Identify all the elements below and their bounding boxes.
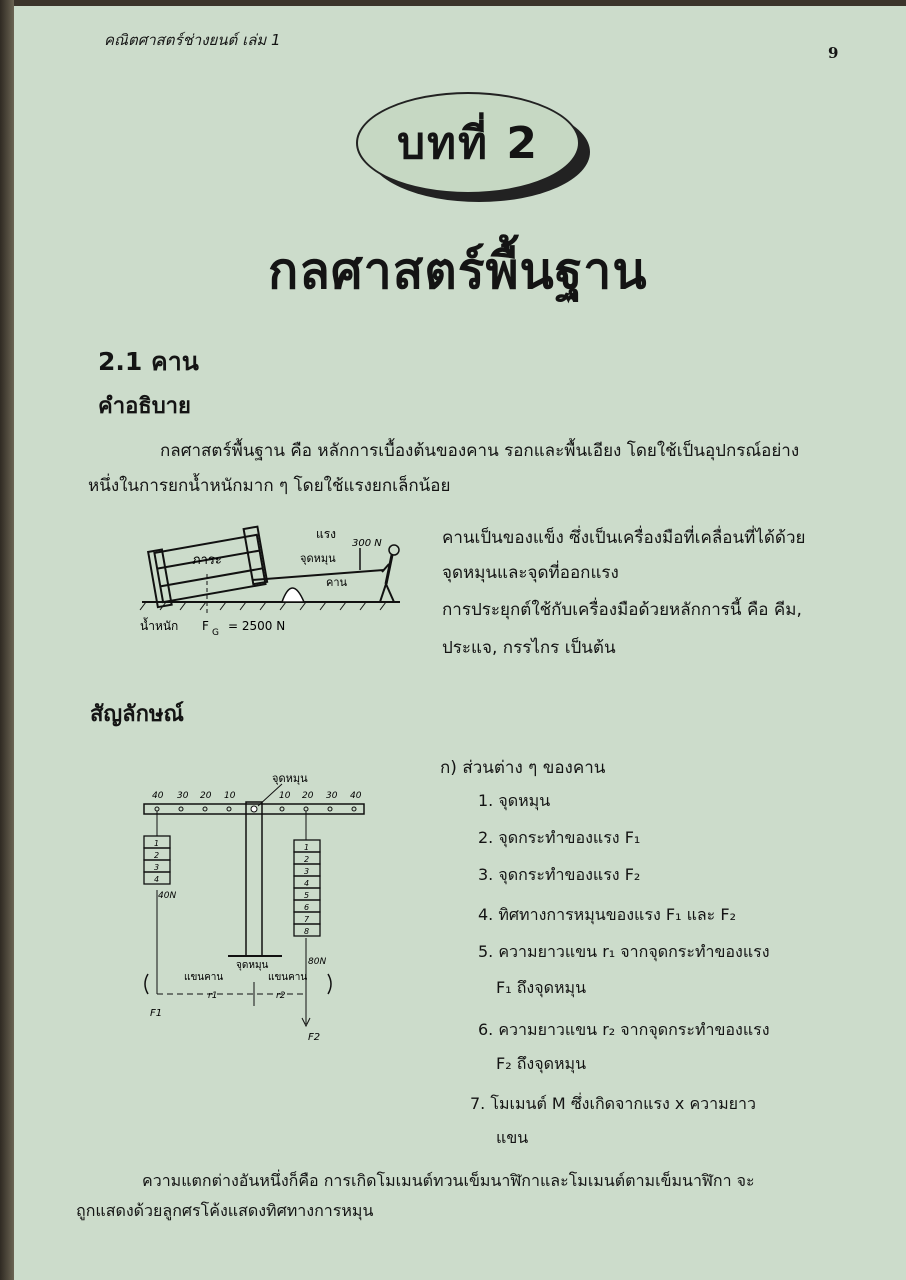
tick-label: 30 bbox=[177, 791, 189, 801]
weight-number: 4 bbox=[154, 875, 160, 884]
weight-value: = 2500 N bbox=[228, 619, 286, 633]
tick-label: 40 bbox=[350, 791, 362, 801]
weight-label: น้ำหนัก bbox=[140, 619, 179, 633]
list-item: 5. ความยาวแขน r₁ จากจุดกระทำของแรง bbox=[478, 942, 770, 961]
fulcrum-bottom-label: จุดหมุน bbox=[236, 960, 269, 971]
person-icon bbox=[389, 545, 399, 555]
closing-line-2: ถูกแสดงด้วยลูกศรโค้งแสดงทิศทางการหมุน bbox=[76, 1201, 374, 1220]
r1-label: r1 bbox=[208, 991, 218, 1001]
weight-number: 7 bbox=[304, 915, 310, 924]
load-label: ภาระ bbox=[192, 553, 222, 568]
chapter-label: บทที่ 2 bbox=[356, 92, 580, 194]
f1-label: F1 bbox=[150, 1008, 163, 1019]
weight-subscript: G bbox=[212, 628, 219, 638]
list-item: F₂ ถึงจุดหมุน bbox=[496, 1054, 586, 1073]
description-heading: คำอธิบาย bbox=[98, 394, 191, 419]
weight-symbol: F bbox=[202, 619, 209, 633]
tick-label: 10 bbox=[279, 791, 291, 801]
intro-line-2: หนึ่งในการยกน้ำหนักมาก ๆ โดยใช้แรงยกเล็กน้อย bbox=[88, 476, 451, 496]
force-value: 300 N bbox=[352, 538, 382, 549]
chapter-title: กลศาสตร์พื้นฐาน bbox=[268, 242, 648, 300]
weight-number: 8 bbox=[304, 927, 310, 936]
stand bbox=[246, 802, 262, 956]
fulcrum-icon bbox=[282, 588, 304, 602]
beam-label: คาน bbox=[326, 576, 348, 589]
lever-illustration bbox=[132, 514, 422, 644]
fulcrum-top-label: จุดหมุน bbox=[272, 772, 308, 785]
parts-heading: ก) ส่วนต่าง ๆ ของคาน bbox=[440, 758, 606, 778]
left-force-label: 40N bbox=[158, 891, 177, 901]
page-number: 9 bbox=[828, 44, 839, 62]
list-item: 4. ทิศทางการหมุนของแรง F₁ และ F₂ bbox=[478, 905, 736, 924]
right-force-label: 80N bbox=[308, 957, 327, 967]
list-item: 7. โมเมนต์ M ซึ่งเกิดจากแรง x ความยาว bbox=[470, 1094, 756, 1113]
chapter-badge bbox=[356, 92, 592, 204]
section-heading: 2.1 คาน bbox=[98, 347, 199, 376]
r2-label: r2 bbox=[276, 991, 286, 1001]
fulcrum-label: จุดหมุน bbox=[300, 552, 336, 565]
book-spine-edge bbox=[0, 0, 14, 1280]
symbols-heading: สัญลักษณ์ bbox=[90, 702, 184, 727]
tick-label: 10 bbox=[224, 791, 236, 801]
closing-line-1: ความแตกต่างอันหนึ่งก็คือ การเกิดโมเมนต์ทวนเข็มนาฬิกาและโมเมนต์ตามเข็มนาฬิกา จะ bbox=[142, 1171, 755, 1190]
lever-desc-line-2: จุดหมุนและจุดที่ออกแรง bbox=[442, 563, 619, 583]
tick-label: 40 bbox=[152, 791, 164, 801]
lever-desc-line-1: คานเป็นของแข็ง ซึ่งเป็นเครื่องมือที่เคลื่อนที่ได้ด้วย bbox=[442, 528, 806, 548]
list-item: 2. จุดกระทำของแรง F₁ bbox=[478, 828, 641, 847]
weight-number: 6 bbox=[304, 903, 310, 912]
running-header: คณิตศาสตร์ช่างยนต์ เล่ม 1 bbox=[104, 31, 281, 49]
tick-label: 20 bbox=[200, 791, 212, 801]
weight-number: 5 bbox=[304, 891, 310, 900]
balance-beam-diagram bbox=[132, 768, 392, 1048]
f2-label: F2 bbox=[308, 1032, 321, 1043]
weight-number: 1 bbox=[154, 839, 160, 848]
intro-line-1: กลศาสตร์พื้นฐาน คือ หลักการเบื้องต้นของคาน รอกและพื้นเอียง โดยใช้เป็นอุปกรณ์อย่าง bbox=[160, 441, 800, 461]
weight-number: 2 bbox=[304, 855, 310, 864]
book-page bbox=[14, 6, 906, 1280]
weight-number: 1 bbox=[304, 843, 310, 852]
tick-label: 20 bbox=[302, 791, 314, 801]
arm-left-label: แขนคาน bbox=[184, 972, 224, 983]
weight-number: 3 bbox=[154, 863, 160, 872]
arm-right-label: แขนคาน bbox=[268, 972, 308, 983]
weight-number: 4 bbox=[304, 879, 310, 888]
list-item: 1. จุดหมุน bbox=[478, 791, 551, 810]
pivot-icon bbox=[251, 806, 257, 812]
tick-label: 30 bbox=[326, 791, 338, 801]
weight-number: 3 bbox=[304, 867, 310, 876]
lever-desc-line-4: ประแจ, กรรไกร เป็นต้น bbox=[442, 638, 616, 658]
lever-desc-line-3: การประยุกต์ใช้กับเครื่องมือด้วยหลักการนี้ คือ คีม, bbox=[442, 600, 802, 620]
force-label: แรง bbox=[316, 527, 337, 541]
weight-number: 2 bbox=[154, 851, 160, 860]
list-item: 6. ความยาวแขน r₂ จากจุดกระทำของแรง bbox=[478, 1020, 770, 1039]
list-item: แขน bbox=[496, 1128, 529, 1147]
list-item: 3. จุดกระทำของแรง F₂ bbox=[478, 865, 641, 884]
list-item: F₁ ถึงจุดหมุน bbox=[496, 978, 586, 997]
